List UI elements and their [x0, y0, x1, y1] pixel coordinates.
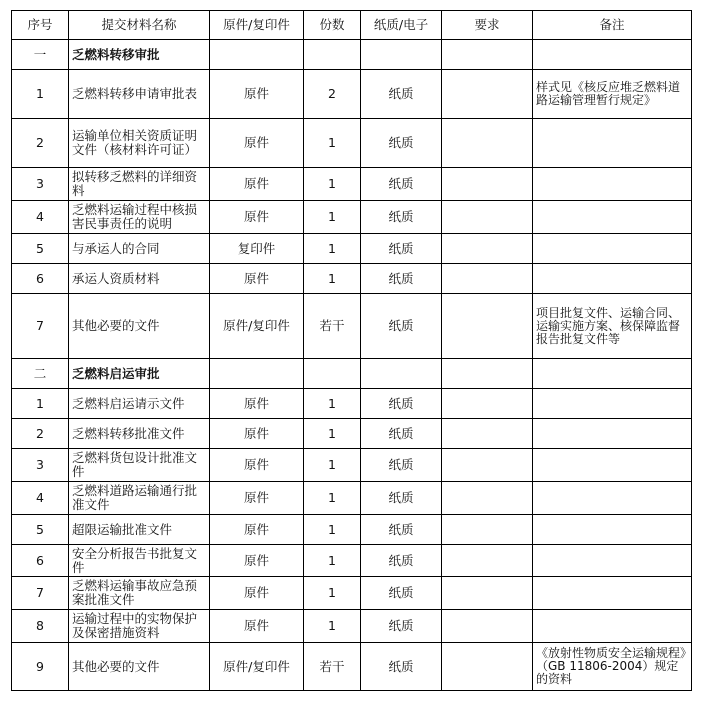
- cell-requirement: [442, 119, 533, 168]
- cell-count: 1: [304, 610, 361, 643]
- cell-requirement: [442, 389, 533, 419]
- cell-no: 2: [12, 119, 69, 168]
- cell-form: 原件: [210, 201, 304, 234]
- cell-requirement: [442, 201, 533, 234]
- cell-medium: 纸质: [361, 201, 442, 234]
- cell-medium: 纸质: [361, 119, 442, 168]
- cell-note: [533, 359, 692, 389]
- table-row: [12, 70, 692, 119]
- header-name: 提交材料名称: [69, 11, 210, 40]
- cell-note: 《放射性物质安全运输规程》（GB 11806-2004）规定的资料: [533, 643, 692, 691]
- cell-form: 原件: [210, 389, 304, 419]
- cell-name: 拟转移乏燃料的详细资料: [69, 168, 210, 201]
- cell-note: 项目批复文件、运输合同、运输实施方案、核保障监督报告批复文件等: [533, 294, 692, 359]
- cell-note: [533, 482, 692, 515]
- cell-requirement: [442, 610, 533, 643]
- cell-no: 4: [12, 201, 69, 234]
- cell-no: 7: [12, 577, 69, 610]
- cell-requirement: [442, 294, 533, 359]
- cell-note: [533, 40, 692, 70]
- cell-note: [533, 264, 692, 294]
- cell-no: 8: [12, 610, 69, 643]
- cell-name: 与承运人的合同: [69, 234, 210, 264]
- cell-count: [304, 40, 361, 70]
- cell-medium: 纸质: [361, 168, 442, 201]
- table-row: [12, 389, 692, 419]
- cell-requirement: [442, 577, 533, 610]
- cell-no: 1: [12, 389, 69, 419]
- cell-count: 1: [304, 168, 361, 201]
- cell-no: 3: [12, 449, 69, 482]
- section-row: [12, 40, 692, 70]
- cell-form: 复印件: [210, 234, 304, 264]
- table-row: [12, 294, 692, 359]
- cell-medium: 纸质: [361, 389, 442, 419]
- cell-form: 原件: [210, 70, 304, 119]
- cell-medium: 纸质: [361, 643, 442, 691]
- cell-requirement: [442, 168, 533, 201]
- cell-requirement: [442, 264, 533, 294]
- cell-note: [533, 577, 692, 610]
- cell-note: [533, 201, 692, 234]
- cell-count: 1: [304, 264, 361, 294]
- cell-count: 1: [304, 449, 361, 482]
- cell-medium: 纸质: [361, 419, 442, 449]
- cell-name: 运输单位相关资质证明文件（核材料许可证）: [69, 119, 210, 168]
- cell-no: 4: [12, 482, 69, 515]
- cell-name: 安全分析报告书批复文件: [69, 545, 210, 577]
- cell-note: [533, 119, 692, 168]
- table-row: [12, 264, 692, 294]
- header-form: 原件/复印件: [210, 11, 304, 40]
- cell-name: 其他必要的文件: [69, 643, 210, 691]
- header-note: 备注: [533, 11, 692, 40]
- cell-medium: 纸质: [361, 70, 442, 119]
- cell-requirement: [442, 234, 533, 264]
- cell-no: 5: [12, 234, 69, 264]
- cell-form: [210, 40, 304, 70]
- table-row: [12, 119, 692, 168]
- cell-note: [533, 515, 692, 545]
- cell-name: 运输过程中的实物保护及保密措施资料: [69, 610, 210, 643]
- cell-form: 原件/复印件: [210, 294, 304, 359]
- table-row: [12, 515, 692, 545]
- cell-requirement: [442, 70, 533, 119]
- header-row: [12, 11, 692, 40]
- cell-medium: 纸质: [361, 545, 442, 577]
- cell-note: [533, 419, 692, 449]
- cell-form: 原件: [210, 515, 304, 545]
- cell-no: 二: [12, 359, 69, 389]
- cell-no: 7: [12, 294, 69, 359]
- cell-count: 若干: [304, 294, 361, 359]
- cell-medium: 纸质: [361, 294, 442, 359]
- table-row: [12, 168, 692, 201]
- cell-form: 原件: [210, 419, 304, 449]
- cell-form: 原件: [210, 577, 304, 610]
- cell-name: 乏燃料转移批准文件: [69, 419, 210, 449]
- cell-name: 承运人资质材料: [69, 264, 210, 294]
- cell-no: 3: [12, 168, 69, 201]
- section-row: [12, 359, 692, 389]
- cell-name: 乏燃料货包设计批准文件: [69, 449, 210, 482]
- table-row: [12, 234, 692, 264]
- cell-note: [533, 389, 692, 419]
- cell-count: [304, 359, 361, 389]
- cell-count: 1: [304, 577, 361, 610]
- cell-note: [533, 610, 692, 643]
- cell-form: 原件: [210, 449, 304, 482]
- cell-count: 1: [304, 234, 361, 264]
- cell-note: [533, 168, 692, 201]
- table-row: [12, 419, 692, 449]
- cell-count: 1: [304, 201, 361, 234]
- cell-requirement: [442, 449, 533, 482]
- cell-requirement: [442, 40, 533, 70]
- cell-no: 1: [12, 70, 69, 119]
- cell-name: 乏燃料转移审批: [69, 40, 210, 70]
- cell-count: 1: [304, 419, 361, 449]
- cell-note: [533, 545, 692, 577]
- cell-form: 原件: [210, 610, 304, 643]
- cell-note: 样式见《核反应堆乏燃料道路运输管理暂行规定》: [533, 70, 692, 119]
- cell-requirement: [442, 482, 533, 515]
- cell-form: 原件: [210, 482, 304, 515]
- cell-medium: 纸质: [361, 234, 442, 264]
- cell-name: 乏燃料启运审批: [69, 359, 210, 389]
- cell-no: 2: [12, 419, 69, 449]
- cell-name: 乏燃料启运请示文件: [69, 389, 210, 419]
- cell-medium: [361, 359, 442, 389]
- cell-no: 6: [12, 545, 69, 577]
- cell-medium: 纸质: [361, 610, 442, 643]
- header-medium: 纸质/电子: [361, 11, 442, 40]
- cell-note: [533, 449, 692, 482]
- cell-form: 原件: [210, 168, 304, 201]
- cell-count: 2: [304, 70, 361, 119]
- materials-table: [11, 10, 692, 691]
- cell-no: 5: [12, 515, 69, 545]
- cell-requirement: [442, 359, 533, 389]
- cell-no: 6: [12, 264, 69, 294]
- cell-form: 原件: [210, 264, 304, 294]
- cell-requirement: [442, 515, 533, 545]
- cell-form: 原件: [210, 119, 304, 168]
- cell-count: 1: [304, 389, 361, 419]
- cell-form: 原件: [210, 545, 304, 577]
- cell-medium: [361, 40, 442, 70]
- header-requirement: 要求: [442, 11, 533, 40]
- cell-medium: 纸质: [361, 449, 442, 482]
- cell-name: 乏燃料转移申请审批表: [69, 70, 210, 119]
- cell-count: 1: [304, 545, 361, 577]
- cell-medium: 纸质: [361, 264, 442, 294]
- table-row: [12, 545, 692, 577]
- table-row: [12, 577, 692, 610]
- table-row: [12, 482, 692, 515]
- cell-no: 一: [12, 40, 69, 70]
- cell-form: [210, 359, 304, 389]
- cell-requirement: [442, 643, 533, 691]
- cell-name: 其他必要的文件: [69, 294, 210, 359]
- cell-name: 乏燃料运输过程中核损害民事责任的说明: [69, 201, 210, 234]
- cell-medium: 纸质: [361, 515, 442, 545]
- table-row: [12, 610, 692, 643]
- table-row: [12, 643, 692, 691]
- cell-requirement: [442, 545, 533, 577]
- header-count: 份数: [304, 11, 361, 40]
- cell-count: 1: [304, 515, 361, 545]
- cell-name: 乏燃料运输事故应急预案批准文件: [69, 577, 210, 610]
- table-row: [12, 201, 692, 234]
- cell-requirement: [442, 419, 533, 449]
- cell-count: 1: [304, 482, 361, 515]
- cell-form: 原件/复印件: [210, 643, 304, 691]
- table-row: [12, 449, 692, 482]
- cell-note: [533, 234, 692, 264]
- cell-no: 9: [12, 643, 69, 691]
- cell-medium: 纸质: [361, 482, 442, 515]
- cell-name: 乏燃料道路运输通行批准文件: [69, 482, 210, 515]
- header-no: 序号: [12, 11, 69, 40]
- cell-count: 1: [304, 119, 361, 168]
- cell-medium: 纸质: [361, 577, 442, 610]
- cell-name: 超限运输批准文件: [69, 515, 210, 545]
- cell-count: 若干: [304, 643, 361, 691]
